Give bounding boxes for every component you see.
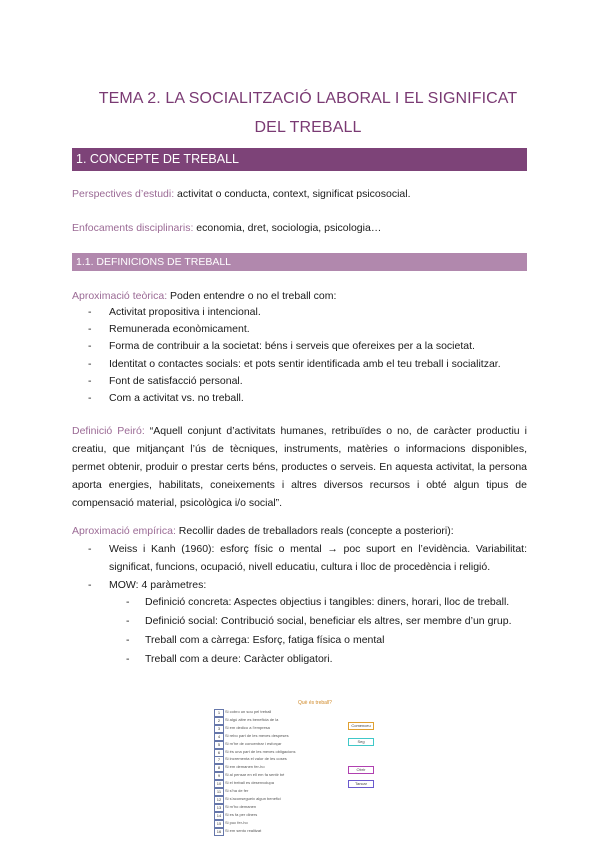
quiz-number-box: 16 [214,828,224,836]
list-item: - Font de satisfacció personal. [88,373,501,390]
quiz-statement: Si m’he de concentrar i esforçar [225,740,282,746]
perspectives-text: activitat o conducta, context, significat psicosocial. [174,188,411,200]
quiz-statement: Si s’aconsegueix algun benefici [225,795,281,801]
perspectives-paragraph [72,186,411,202]
list-item: - Definició social: Contribució social, beneficiar els altres, ser membre d’un grup. [126,612,527,630]
quiz-statement: Si al pensar en ell em fa sentir bé [225,772,285,778]
quiz-statement: Si cobro un sou pel treball [225,709,272,714]
quiz-statement: Si és una part de les meves obligacions [225,748,296,754]
mow-list [126,593,527,669]
quiz-button: Comenceu [348,722,374,730]
list-item: - Remunerada econòmicament. [88,321,501,338]
enfocaments-paragraph [72,220,381,236]
quiz-statement: Si rebo part de les meves despeses [225,732,289,738]
aprox-teorica-paragraph [72,288,336,304]
quiz-button: Obrir [348,766,374,774]
quiz-title: Què és treball? [298,700,332,706]
quiz-number-box: 14 [214,812,224,820]
aprox-empirica-paragraph [72,523,454,539]
enfocaments-text: economia, dret, sociologia, psicologia… [193,222,382,234]
enfocaments-label: Enfocaments disciplinaris: [72,222,194,234]
list-item: - MOW: 4 paràmetres: [88,576,527,594]
quiz-number-box: 1 [214,709,224,717]
list-item: - Activitat propositiva i intencional. [88,304,501,321]
list-item: - Forma de contribuir a la societat: béns i serveis que ofereixes per a la societat. [88,338,501,355]
empirica-list [88,540,527,594]
peiro-paragraph [72,422,527,512]
quiz-button: Seg [348,738,374,746]
document-title: TEMA 2. LA SOCIALITZACIÓ LABORAL I EL SIGNIFICAT DEL TREBALL [98,90,518,136]
quiz-statement: Si es fa per diners [225,811,258,817]
aprox-teorica-text: Poden entendre o no el treball com: [167,290,337,302]
list-item: - Com a activitat vs. no treball. [88,390,501,407]
section-heading-concepte: 1. CONCEPTE DE TREBALL [72,148,527,171]
quiz-number-box: 9 [214,772,224,780]
quiz-number-box: 10 [214,780,224,788]
list-item: - Treball com a deure: Caràcter obligatori. [126,650,527,668]
quiz-statement: Si em sento realitzat [225,827,262,833]
aprox-empirica-label: Aproximació empírica: [72,525,176,537]
quiz-statement: Si em dedico a l’empresa [225,724,270,730]
quiz-statement: Si incrementa el valor de les coses [225,756,287,762]
teorica-list [88,304,501,407]
quiz-number-box: 5 [214,741,224,749]
quiz-statement: Si el treball es desenvolupa [225,780,274,786]
peiro-text: “Aquell conjunt d’activitats humanes, retribuïdes o no, de caràcter productiu i creatiu, que mitjançant l’ús de tècniques, instruments, matèries o informacions disponibles, permet obtenir, produir o prestar certs béns, productes o serveis. En aquesta activitat, la persona aporta energies, habilitats, coneixements i altres diversos recursos i obté algun tipus de compensació material, psicològica i/o social”. [72,425,527,509]
quiz-number-box: 12 [214,796,224,804]
aprox-teorica-label: Aproximació teòrica: [72,290,168,302]
list-item: - Treball com a càrrega: Esforç, fatiga física o mental [126,631,527,649]
quiz-statement: Si puc fer-ho [225,819,248,825]
quiz-number-box: 2 [214,717,224,725]
quiz-button: Tancar [348,780,374,788]
peiro-label: Definició Peiró: [72,425,145,437]
list-item: - Identitat o contactes socials: et pots sentir identificada amb el teu treball i socialitzar. [88,356,501,373]
quiz-number-box: 3 [214,725,224,733]
quiz-number-box: 7 [214,756,224,764]
perspectives-label: Perspectives d’estudi: [72,188,175,200]
quiz-number-box: 8 [214,764,224,772]
quiz-statement: Si algú altre es beneficia de la [225,716,279,722]
subsection-heading-definicions: 1.1. DEFINICIONS DE TREBALL [72,253,527,271]
quiz-statement: Si em demanen fer-ho [225,764,265,770]
list-item: - Definició concreta: Aspectes objectius i tangibles: diners, horari, lloc de treball. [126,593,527,611]
quiz-number-box: 6 [214,749,224,757]
quiz-statement: Si m’ho demanen [225,803,257,809]
quiz-number-box: 13 [214,804,224,812]
quiz-number-box: 4 [214,733,224,741]
aprox-empirica-text: Recollir dades de treballadors reals (concepte a posteriori): [175,525,454,537]
quiz-number-box: 11 [214,788,224,796]
list-item: - Weiss i Kanh (1960): esforç físic o mental → poc suport en l’evidència. Variabilitat: significat, funcions, ocupació, nivell educatiu, cultura i lloc de procedència i religió. [88,540,527,576]
quiz-statement: Si s’ha de fer [225,788,249,793]
quiz-number-box: 15 [214,820,224,828]
quiz-image [210,700,385,835]
